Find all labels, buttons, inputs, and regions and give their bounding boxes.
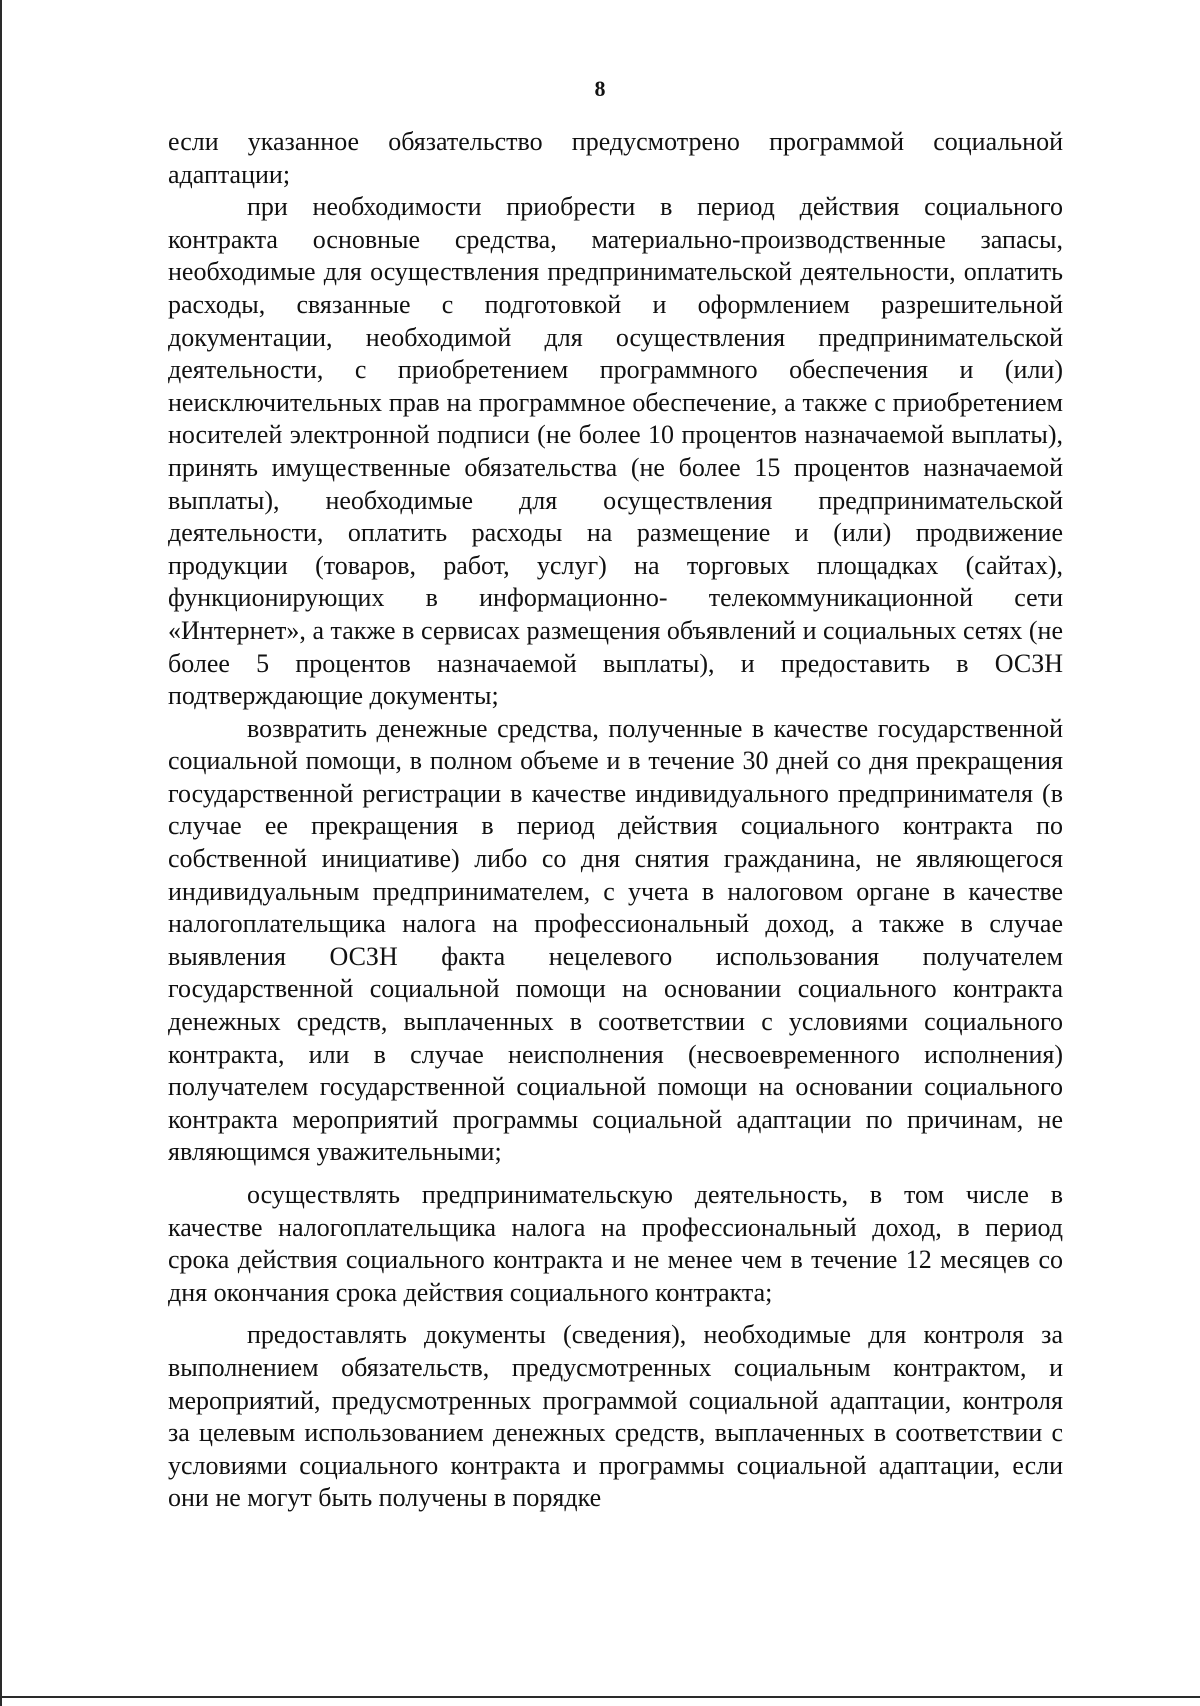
paragraph-5: предоставлять документы (сведения), необходимые для контроля за выполнением обязательств, предусмотренных социальным контрактом, и мероприятий, предусмотренных программой социальной адаптации, контроля за целевым использованием денежных средств, выплаченных в соответствии с условиями социального контракта и программы социальной адаптации, если они не могут быть получены в порядке <box>168 1320 1063 1513</box>
scan-edge-bottom <box>0 1696 1200 1698</box>
scan-edge-left <box>0 0 2 1706</box>
paragraph-2: при необходимости приобрести в период действия социального контракта основные средства, материально-производственные запасы, необходимые для осуществления предпринимательской деятельности, оплатить расходы, связанные с подготовкой и оформлением разрешительной документации, необходимой для осуществления предпринимательской деятельности, с приобретением программного обеспечения и (или) неисключительных прав на программное обеспечение, а также с приобретением носителей электронной подписи (не более 10 процентов назначаемой выплаты), принять имущественные обязательства (не более 15 процентов назначаемой выплаты), необходимые для осуществления предпринимательской деятельности, оплатить расходы на размещение и (или) продвижение продукции (товаров, работ, услуг) на торговых площадках (сайтах), функционирующих в информационно- телекоммуникационной сети «Интернет», а также в сервисах размещения объявлений и социальных сетях (не более 5 процентов назначаемой выплаты), и предоставить в ОСЗН подтверждающие документы; <box>168 192 1063 711</box>
paragraph-3: возвратить денежные средства, полученные в качестве государственной социальной помощи, в полном объеме и в течение 30 дней со дня прекращения государственной регистрации в качестве индивидуального предпринимателя (в случае ее прекращения в период действия социального контракта по собственной инициативе) либо со дня снятия гражданина, не являющегося индивидуальным предпринимателем, с учета в налоговом органе в качестве налогоплательщика налога на профессиональный доход, а также в случае выявления ОСЗН факта нецелевого использования получателем государственной социальной помощи на основании социального контракта денежных средств, выплаченных в соответствии с условиями социального контракта, или в случае неисполнения (несвоевременного исполнения) получателем государственной социальной помощи на основании социального контракта мероприятий программы социальной адаптации по причинам, не являющимся уважительными; <box>168 713 1063 1167</box>
page-number: 8 <box>594 76 606 101</box>
paragraph-4: осуществлять предпринимательскую деятельность, в том числе в качестве налогоплательщика налога на профессиональный доход, в период срока действия социального контракта и не менее чем в течение 12 месяцев со дня окончания срока действия социального контракта; <box>168 1180 1063 1307</box>
paragraph-1-continuation: если указанное обязательство предусмотрено программой социальной адаптации; <box>168 127 1063 189</box>
document-body <box>168 126 1063 1515</box>
